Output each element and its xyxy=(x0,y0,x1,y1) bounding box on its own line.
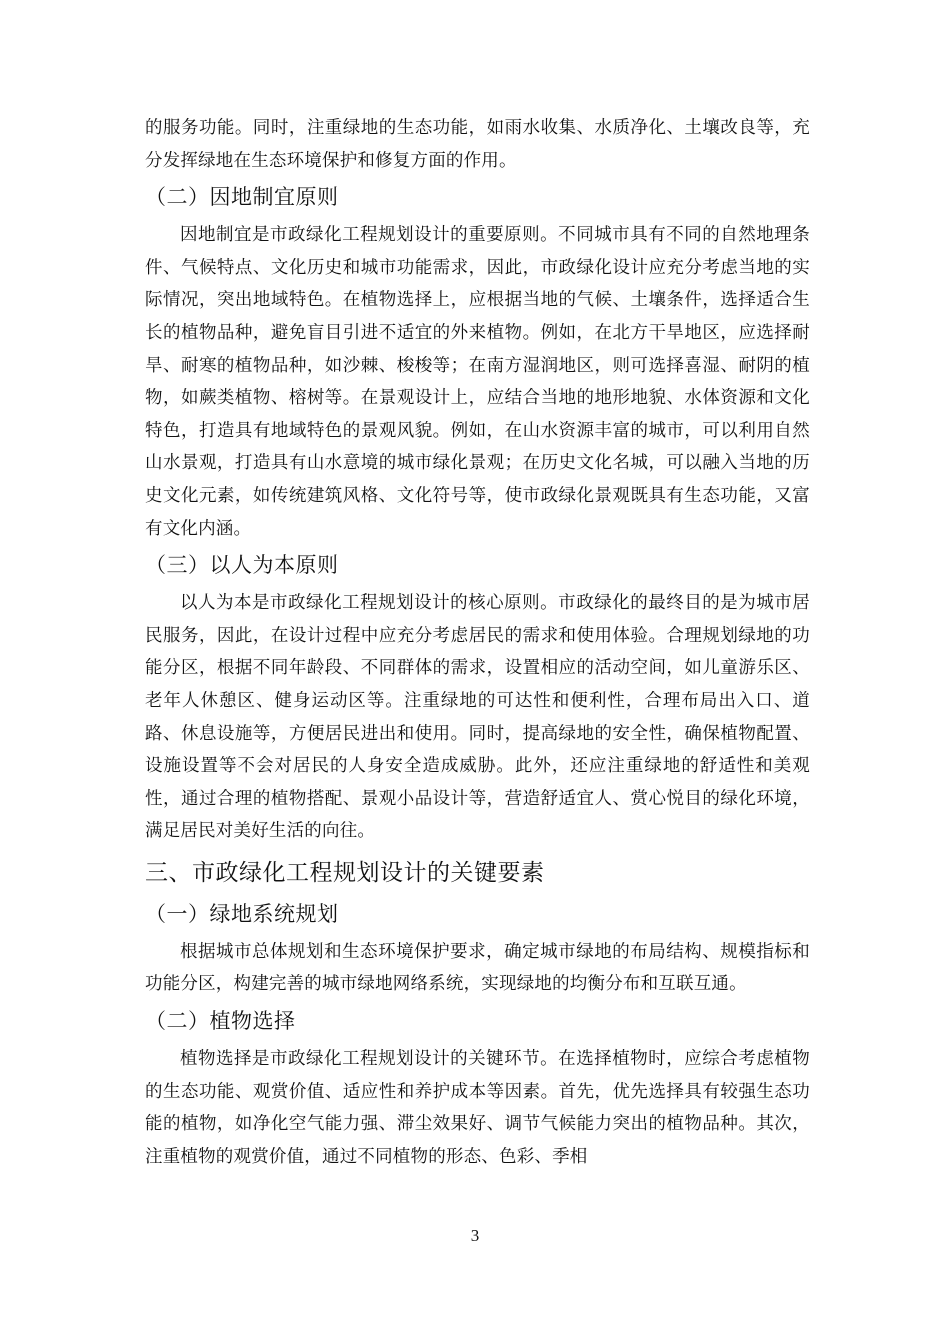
page-number: 3 xyxy=(470,1226,480,1245)
page-content xyxy=(145,112,810,1173)
section-heading-plant-selection: （二）植物选择 xyxy=(145,1009,296,1034)
section-paragraph-greenspace-planning: 根据城市总体规划和生态环境保护要求，确定城市绿地的布局结构、规模指标和功能分区，构建完善的城市绿地网络系统，实现绿地的均衡分布和互联互通。 xyxy=(145,941,810,995)
section-heading-greenspace-planning: （一）绿地系统规划 xyxy=(145,901,339,926)
intro-paragraph: 的服务功能。同时，注重绿地的生态功能，如雨水收集、水质净化、土壤改良等，充分发挥绿地在生态环境保护和修复方面的作用。 xyxy=(145,118,810,171)
section-paragraph-people-oriented: 以人为本是市政绿化工程规划设计的核心原则。市政绿化的最终目的是为城市居民服务，因此，在设计过程中应充分考虑居民的需求和使用体验。合理规划绿地的功能分区，根据不同年龄段、不同群体的需求，设置相应的活动空间，如儿童游乐区、老年人休憩区、健身运动区等。注重绿地的可达性和便利性，合理布局出入口、道路、休息设施等，方便居民进出和使用。同时，提高绿地的安全性，确保植物配置、设施设置等不会对居民的人身安全造成威胁。此外，还应注重绿地的舒适性和美观性，通过合理的植物搭配、景观小品设计等，营造舒适宜人、赏心悦目的绿化环境，满足居民对美好生活的向往。 xyxy=(145,593,810,842)
chapter-heading: 三、市政绿化工程规划设计的关键要素 xyxy=(145,859,545,886)
section-heading-people-oriented: （三）以人为本原则 xyxy=(145,553,339,578)
section-paragraph-adapt-local: 因地制宜是市政绿化工程规划设计的重要原则。不同城市具有不同的自然地理条件、气候特点、文化历史和城市功能需求，因此，市政绿化设计应充分考虑当地的实际情况，突出地域特色。在植物选择上，应根据当地的气候、土壤条件，选择适合生长的植物品种，避免盲目引进不适宜的外来植物。例如，在北方干旱地区，应选择耐旱、耐寒的植物品种，如沙棘、梭梭等；在南方湿润地区，则可选择喜湿、耐阴的植物，如蕨类植物、榕树等。在景观设计上，应结合当地的地形地貌、水体资源和文化特色，打造具有地域特色的景观风貌。例如，在山水资源丰富的城市，可以利用自然山水景观，打造具有山水意境的城市绿化景观；在历史文化名城，可以融入当地的历史文化元素，如传统建筑风格、文化符号等，使市政绿化景观既具有生态功能，又富有文化内涵。 xyxy=(145,225,810,539)
section-paragraph-plant-selection: 植物选择是市政绿化工程规划设计的关键环节。在选择植物时，应综合考虑植物的生态功能、观赏价值、适应性和养护成本等因素。首先，优先选择具有较强生态功能的植物，如净化空气能力强、滞尘效果好、调节气候能力突出的植物品种。其次，注重植物的观赏价值，通过不同植物的形态、色彩、季相 xyxy=(145,1049,810,1167)
section-heading-adapt-local: （二）因地制宜原则 xyxy=(145,185,339,210)
